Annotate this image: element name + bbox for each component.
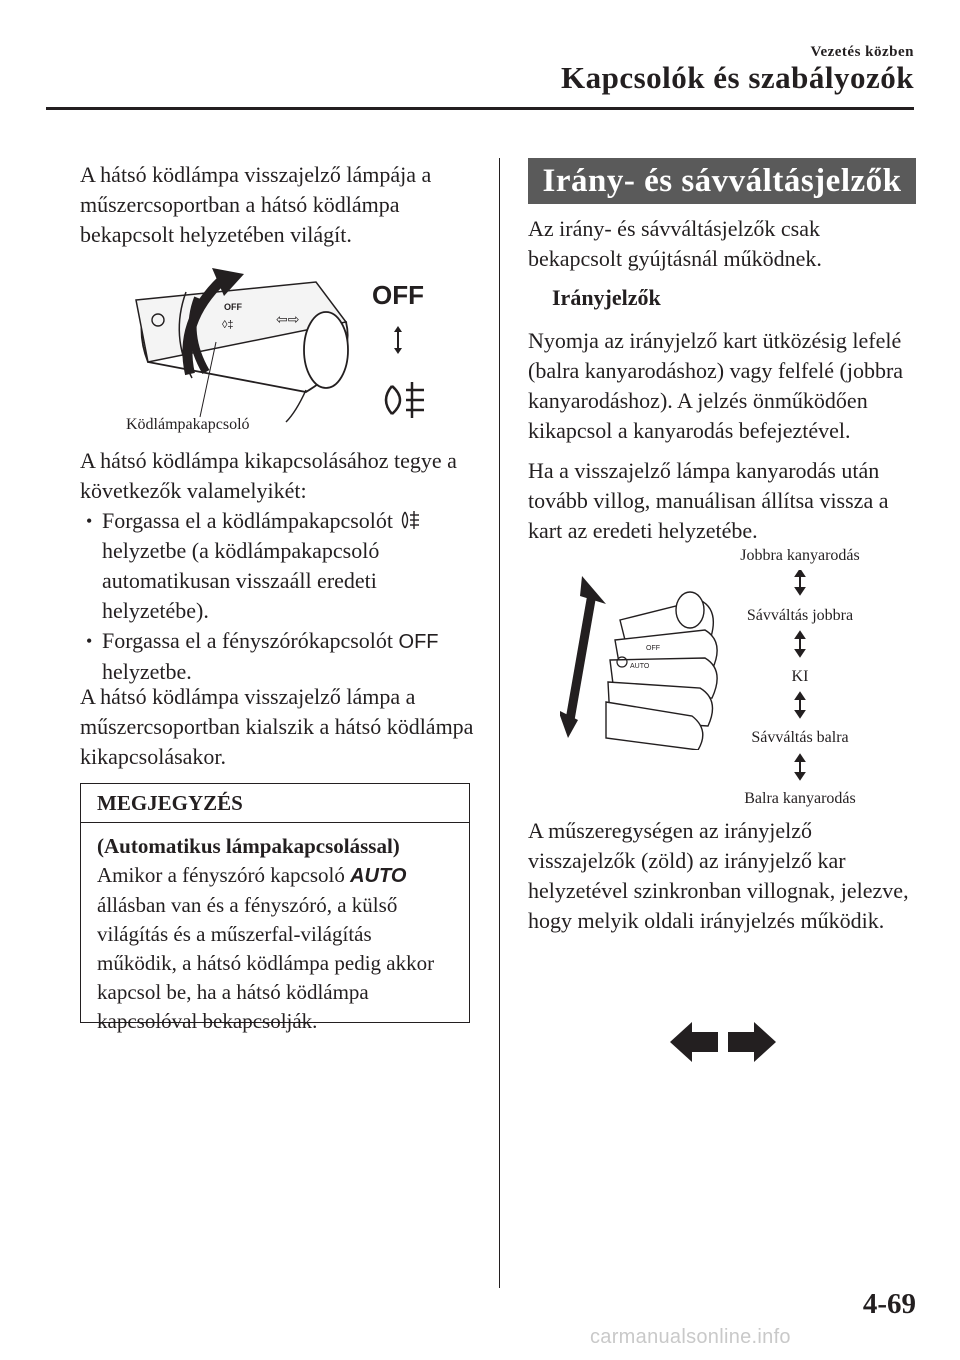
label-right-turn: Jobbra kanyarodás <box>740 547 860 564</box>
label-left-turn: Balra kanyarodás <box>744 790 856 807</box>
watermark: carmanualsonline.info <box>590 1326 791 1348</box>
paragraph-ignition: Az irány- és sávváltásjelzők csak bekapcsolt gyújtásnál működnek. <box>528 216 822 271</box>
header-rule <box>46 107 914 110</box>
paragraph-fog-indicator: A hátsó ködlámpa visszajelző lámpája a műszercsoportban a hátsó ködlámpa bekapcsolt helyzetében világít. <box>80 162 432 247</box>
label-off: KI <box>791 668 809 685</box>
right-arrow-icon <box>728 1022 776 1062</box>
left-arrow-icon <box>670 1022 718 1062</box>
turn-signal-illustration <box>560 570 740 750</box>
svg-text:OFF: OFF <box>646 645 660 652</box>
fog-switch-label: Ködlámpakapcsoló <box>126 416 250 433</box>
page-number: 4-69 <box>862 1288 916 1320</box>
page-title: Kapcsolók és szabályozók <box>560 60 914 95</box>
paragraph-indicator-off: A hátsó ködlámpa visszajelző lámpa a műszercsoportban kialszik a hátsó ködlámpa kikapcsolásakor. <box>80 684 474 769</box>
note-heading: MEGJEGYZÉS <box>81 784 469 823</box>
column-divider <box>499 158 500 1288</box>
position-arrows <box>790 570 810 790</box>
svg-text:◊‡: ◊‡ <box>222 319 234 331</box>
label-lane-change-left: Sávváltás balra <box>751 729 849 746</box>
note-box <box>80 783 470 1033</box>
note-subheading: (Automatikus lámpakapcsolással) <box>97 834 400 858</box>
rear-fog-icon <box>386 382 424 418</box>
svg-text:AUTO: AUTO <box>630 663 650 670</box>
paragraph-turn-off-instructions: A hátsó ködlámpa kikapcsolásához tegye a következők valamelyikét: <box>80 448 457 503</box>
svg-text:⇦⇨: ⇦⇨ <box>276 311 300 327</box>
bullet-item: • Forgassa el a fényszórókapcsolót OFF helyzetbe. <box>86 628 439 684</box>
auto-symbol: AUTO <box>350 865 407 887</box>
turn-signal-indicator-icons <box>668 1020 778 1064</box>
subsection-heading: Irányjelzők <box>552 285 661 310</box>
paragraph-indicator-sync: A műszeregységen az irányjelző visszajelzők (zöld) az irányjelző kar helyzetével szinkronban villognak, jelezve, hogy melyik oldali irányjelzés működik. <box>528 818 909 933</box>
paragraph-manual-reset: Ha a visszajelző lámpa kanyarodás után tovább villog, manuálisan állítsa vissza a kart az eredeti helyzetébe. <box>528 458 889 543</box>
section-banner: Irány- és sávváltásjelzők <box>528 158 916 204</box>
label-lane-change-right: Sávváltás jobbra <box>746 607 854 624</box>
bullet-list <box>80 506 480 687</box>
bullet-item: • Forgassa el a ködlámpakapcsolót helyzetbe (a ködlámpakapcsoló automatikusan visszaáll eredeti helyzetébe). <box>80 506 480 626</box>
rear-fog-icon <box>399 509 421 531</box>
off-symbol: OFF <box>398 631 439 653</box>
figure-off-label: OFF <box>372 280 424 310</box>
svg-text:OFF: OFF <box>224 302 242 312</box>
note-text: Amikor a fényszóró kapcsoló AUTO állásban van és a fényszóró, a külső világítás és a műszerfal-világítás működik, a hátsó ködlámpa pedig akkor kapcsol be, ha a hátsó ködlámpa kapcsolóval bekapcsolják. <box>97 863 435 1033</box>
paragraph-turn-lever: Nyomja az irányjelző kart ütközésig lefelé (balra kanyarodáshoz) vagy felfelé (jobbra kanyarodáshoz). A jelzés önműködően kikapcsol a kanyarodás befejeztével. <box>528 328 904 443</box>
section-label: Vezetés közben <box>810 44 914 60</box>
fog-switch-illustration <box>126 262 446 432</box>
